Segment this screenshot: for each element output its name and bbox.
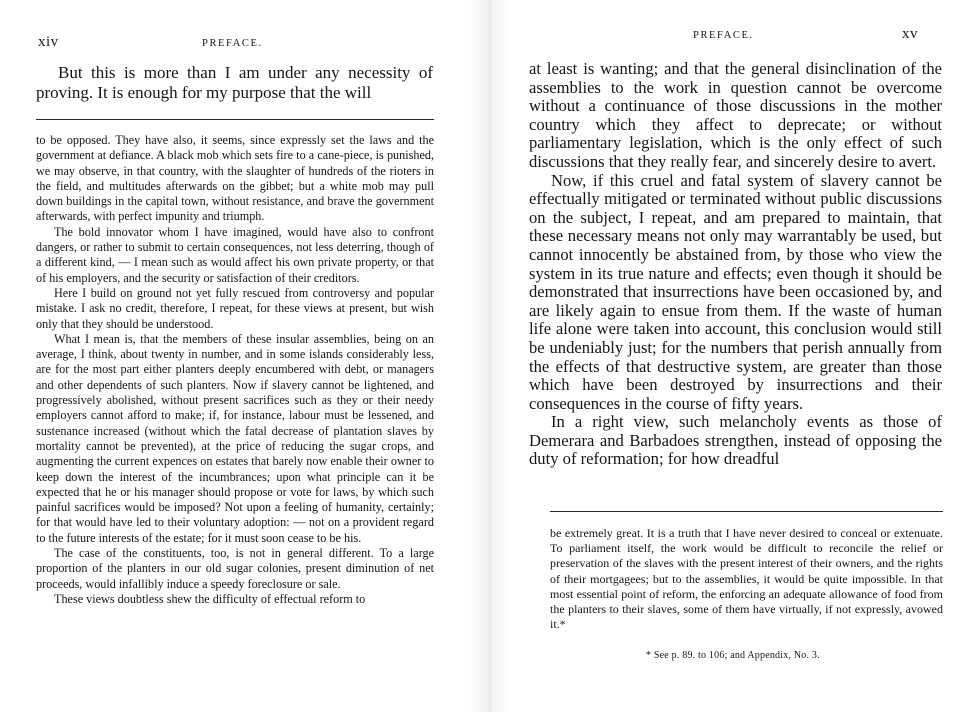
footnote-paragraph: Here I build on ground not yet fully rescued from controversy and popular mistake. I ask no credit, therefore, I repeat, for these views at present, but wish only that they should be understood. (36, 285, 434, 331)
reference-note: * See p. 89. to 106; and Appendix, No. 3. (646, 650, 820, 661)
right-page (510, 0, 980, 712)
right-page-number: xv (902, 26, 918, 42)
left-main-text (36, 63, 433, 102)
left-running-head: PREFACE. (202, 38, 263, 49)
footnote-paragraph: These views doubtless shew the difficulty of effectual reform to (54, 591, 366, 606)
footnote-paragraph: The case of the constituents, too, is not in general different. To a large proportion of the planters in our old sugar colonies, present diminution of net proceeds, would infallibly induce a speedy foreclosure or sale. (36, 546, 434, 591)
right-footnote-block (550, 526, 943, 632)
footnote-paragraph: be extremely great. It is a truth that I have never desired to conceal or extenuate. To parliament itself, the work would be difficult to reconcile the relief or preservation of the slaves with the present interest of their owners, and the rights of their mortgagees; but to the assemblies, it would be quite impossible. In that most essential point of reform, the enforcing an adequate allowance of food from the planters to their slaves, some of them have virtually, if not expressly, avowed it.* (550, 526, 943, 632)
right-main-text (529, 60, 942, 469)
book-gutter (470, 0, 510, 712)
footnote-paragraph: to be opposed. They have also, it seems, since expressly set the laws and the government at defiance. A black mob which sets fire to a cane-piece, is punished, we may observe, in that country, with the slaughter of hundreds of the rioters in the field, and multitudes afterwards on the gibbet; but a white mob may pull down buildings in the capital town, without resistance, and brave the government afterwards, with perfect impunity and triumph. (36, 133, 434, 224)
main-paragraph: In a right view, such melancholy events as those of Demerara and Barbadoes strengthen, instead of opposing the duty of reformation; for how dreadful (529, 412, 942, 469)
left-main-paragraph: But this is more than I am under any necessity of proving. It is enough for my purpose that the will (36, 63, 433, 102)
main-paragraph: Now, if this cruel and fatal system of slavery cannot be effectually mitigated or terminated without public discussions on the subject, I repeat, and am prepared to maintain, that these necessary means not only may warrantably be used, but cannot innocently be abstained from, by those who view the system in its true nature and effects; even though it should be demonstrated that insurrections have been occasioned by, and are likely again to ensue from them. If the waste of human life alone were taken into account, this conclusion would still be undeniably just; for the numbers that perish annually from the effects of that destructive system, are greater than those which have been destroyed by insurrections and their consequences in the course of fifty years. (529, 170, 942, 413)
left-page (0, 0, 470, 712)
main-paragraph: at least is wanting; and that the general disinclination of the assemblies to the work in question cannot be overcome without a continuance of those discussions in the mother country which they affect to deprecate; or without parliamentary legislation, which is the only effect of such discussions that they really fear, and sincerely desire to avert. (529, 59, 942, 171)
left-footnote-rule (36, 119, 434, 120)
left-footnote-block (36, 133, 434, 607)
left-page-number: xiv (38, 34, 59, 50)
footnote-paragraph: The bold innovator whom I have imagined, would have also to confront dangers, or rather to submit to certain consequences, not less deterring, though of a different kind, — I mean such as would affect his own private property, or that of his employers, and the security or satisfaction of their creditors. (36, 224, 434, 285)
right-footnote-rule (550, 511, 943, 512)
footnote-paragraph: What I mean is, that the members of these insular assemblies, being on an average, I think, about twenty in number, and in some islands considerably less, are for the most part either planters deeply encumbered with debt, or managers and other dependents of such planters. Now if slavery cannot be lightened, and progressively abolished, without present sacrifices such as they or their needy employers cannot afford to make; if, for instance, labour must be lessened, and sustenance increased (without which the fatal decrease of plantation slaves by mortality cannot be prevented), at the price of reducing the sugar crops, and augmenting the current expences on estates that barely now enable their owner to keep down the interest of the incumbrances; upon what principle can it be expected that he or his manager should propose or vote for laws, by which such painful sacrifices would be imposed? Not upon a feeling of humanity, certainly; for that would have led to their voluntary adoption: — not on a provident regard to the future interests of the estate; for it must soon cease to be his. (36, 331, 434, 545)
right-running-head: PREFACE. (693, 30, 754, 41)
